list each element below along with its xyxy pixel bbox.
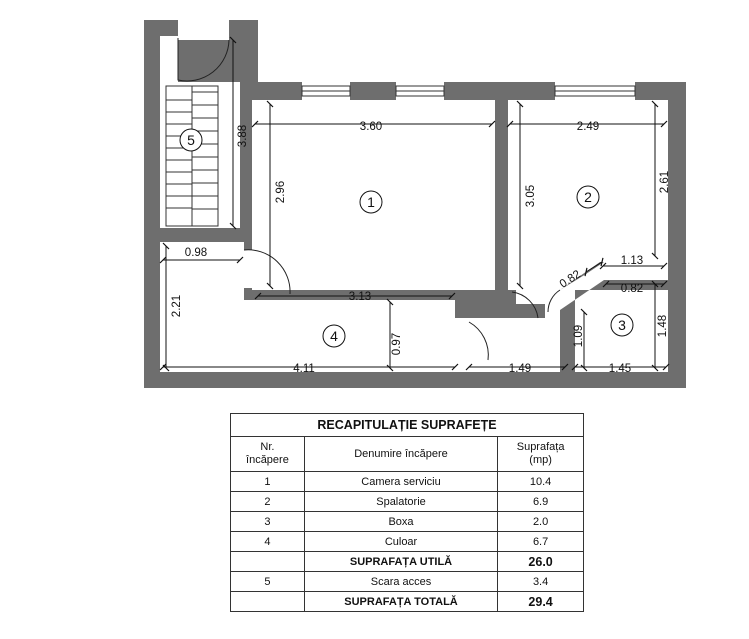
total-area-value: 29.4 [498, 592, 584, 612]
row-area: 6.7 [498, 532, 584, 552]
dim-1-09: 1.09 [573, 324, 585, 348]
summary-header-row [231, 437, 584, 472]
dim-1-48: 1.48 [657, 314, 669, 338]
dim-1-13: 1.13 [620, 255, 644, 267]
header-nr-line2: încăpere [246, 454, 289, 466]
util-area-label: SUPRAFAȚA UTILĂ [304, 552, 497, 572]
dim-4-11: 4.11 [293, 363, 315, 375]
dim-3-88: 3.88 [237, 124, 249, 148]
row-area: 2.0 [498, 512, 584, 532]
table-row [231, 492, 584, 512]
dim-2-96: 2.96 [275, 180, 287, 204]
room-label-3: 3 [618, 317, 626, 333]
total-area-label: SUPRAFAȚA TOTALĂ [304, 592, 497, 612]
table-row [231, 512, 584, 532]
row-name: Scara acces [304, 572, 497, 592]
row-nr: 1 [231, 472, 305, 492]
area-summary-table [230, 413, 584, 612]
header-area [498, 437, 584, 472]
dim-2-21: 2.21 [171, 294, 183, 318]
row-nr: 5 [231, 572, 305, 592]
row-area: 3.4 [498, 572, 584, 592]
header-area-line2: (mp) [529, 454, 552, 466]
row-area: 10.4 [498, 472, 584, 492]
table-row [231, 532, 584, 552]
header-area-line1: Suprafața [516, 441, 565, 453]
stairs [166, 86, 218, 226]
dim-0-97: 0.97 [391, 332, 403, 356]
header-nr-line1: Nr. [260, 441, 275, 453]
dim-2-49: 2.49 [576, 121, 600, 133]
header-nr [231, 437, 305, 472]
util-area-value: 26.0 [498, 552, 584, 572]
row-name: Culoar [304, 532, 497, 552]
util-area-row [231, 552, 584, 572]
summary-title: RECAPITULAȚIE SUPRAFEȚE [231, 414, 584, 437]
dim-0-98: 0.98 [184, 247, 208, 259]
dim-2-61: 2.61 [659, 170, 671, 194]
room-label-4: 4 [330, 328, 338, 344]
dim-3-13: 3.13 [348, 291, 372, 303]
total-area-row [231, 592, 584, 612]
table-row [231, 472, 584, 492]
dim-1-45: 1.45 [608, 363, 632, 375]
row-name: Camera serviciu [304, 472, 497, 492]
row-name: Boxa [304, 512, 497, 532]
row-nr: 4 [231, 532, 305, 552]
row-name: Spalatorie [304, 492, 497, 512]
row-area: 6.9 [498, 492, 584, 512]
room-label-5: 5 [187, 132, 195, 148]
dim-0-82: 0.82 [620, 283, 644, 295]
dim-3-05: 3.05 [525, 184, 537, 208]
row-nr: 2 [231, 492, 305, 512]
header-name: Denumire încăpere [304, 437, 497, 472]
room-label-2: 2 [584, 189, 592, 205]
row-nr: 3 [231, 512, 305, 532]
room-label-1: 1 [367, 194, 375, 210]
dim-1-49: 1.49 [508, 363, 532, 375]
walls [144, 20, 686, 388]
dim-3-60: 3.60 [359, 121, 383, 133]
dim-0-82-diag: 0.82 [557, 268, 584, 291]
table-row [231, 572, 584, 592]
